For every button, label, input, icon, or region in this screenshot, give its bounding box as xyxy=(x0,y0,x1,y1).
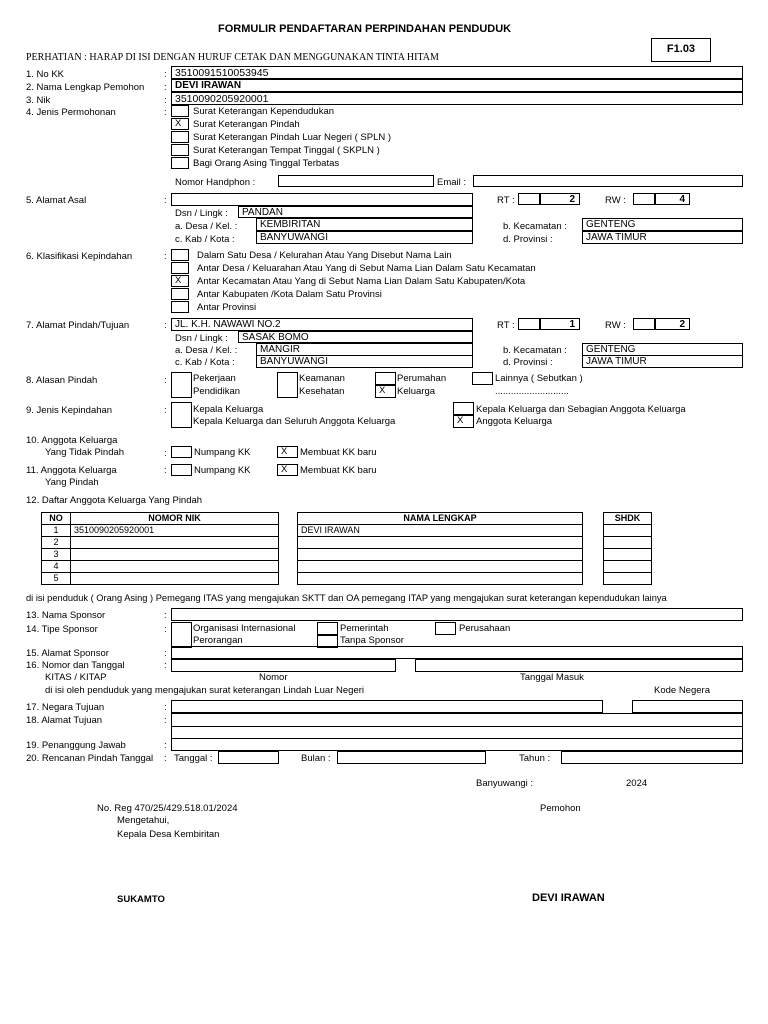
desa-asal-field[interactable]: KEMBIRITAN xyxy=(256,218,473,231)
sponsor-checkbox-left[interactable] xyxy=(171,622,192,648)
rencana-tahun-field[interactable] xyxy=(561,751,743,764)
penanggung-field[interactable] xyxy=(171,738,743,751)
sep: : xyxy=(164,715,167,726)
alasan-label: 8. Alasan Pindah xyxy=(26,375,98,386)
desa-asal-label: a. Desa / Kel. : xyxy=(175,221,238,232)
table-row xyxy=(298,537,583,549)
jenis-option-2: Surat Keterangan Pindah xyxy=(193,119,300,130)
row-no: 2 xyxy=(42,537,71,549)
alasan-pendidikan: Pendidikan xyxy=(193,386,241,397)
rw-asal-label: RW : xyxy=(605,195,626,206)
rw-tujuan-box-1[interactable] xyxy=(633,318,655,330)
alasan-keluarga: Keluarga xyxy=(397,386,436,397)
nomor-tanggal-label: 16. Nomor dan Tanggal xyxy=(26,660,125,671)
klasifikasi-label: 6. Klasifikasi Kepindahan xyxy=(26,251,133,262)
jenis-option-4: Surat Keterangan Tempat Tinggal ( SKPLN ) xyxy=(193,145,380,156)
jenis-option-1: Surat Keterangan Kependudukan xyxy=(193,106,335,117)
rw-asal-field[interactable]: 4 xyxy=(655,193,690,205)
no-kk-label: 1. No KK xyxy=(26,69,65,80)
klasifikasi-option-2: Antar Desa / Keluarahan Atau Yang di Sebut Nama Lian Dalam Satu Kecamatan xyxy=(197,263,536,274)
row-no: 1 xyxy=(42,525,71,537)
negara-tujuan-label: 17. Negara Tujuan xyxy=(26,702,105,713)
email-label: Email : xyxy=(437,177,467,188)
rencana-tanggal-field[interactable] xyxy=(218,751,279,764)
row-no: 4 xyxy=(42,561,71,573)
prov-tujuan-label: d. Provinsi : xyxy=(503,357,553,368)
kec-tujuan-label: b. Kecamatan : xyxy=(503,345,567,356)
table-row xyxy=(604,537,652,549)
sep: : xyxy=(164,82,167,93)
rencana-tanggal-label: Tanggal : xyxy=(174,753,213,764)
rt-asal-box-1[interactable] xyxy=(518,193,540,205)
sponsor-pemerintah: Pemerintah xyxy=(340,623,389,634)
klasifikasi-checkbox-5[interactable] xyxy=(171,301,189,313)
table-row xyxy=(298,549,583,561)
klasifikasi-option-5: Antar Provinsi xyxy=(197,302,257,313)
col-shdk-header: SHDK xyxy=(604,513,652,525)
footer-tahun: 2024 xyxy=(626,778,648,789)
nik-table xyxy=(41,512,279,585)
sep: : xyxy=(164,195,167,206)
jenis-permohonan-label: 4. Jenis Permohonan xyxy=(26,107,116,118)
row-shdk[interactable] xyxy=(604,573,652,585)
sponsor-alamat-label: 15. Alamat Sponsor xyxy=(26,648,109,659)
sep: : xyxy=(164,753,167,764)
footer-kepala-desa: Kepala Desa Kembiritan xyxy=(117,829,220,840)
table-row xyxy=(298,573,583,585)
kepindahan-checkbox-4[interactable]: X xyxy=(453,415,474,428)
row-shdk[interactable] xyxy=(604,525,652,537)
sep: : xyxy=(164,375,167,386)
table-row xyxy=(604,561,652,573)
table-row xyxy=(42,537,279,549)
sponsor-perusahaan: Perusahaan xyxy=(459,623,511,634)
klasifikasi-option-1: Dalam Satu Desa / Kelurahan Atau Yang Disebut Nama Lain xyxy=(197,250,452,261)
rt-tujuan-field[interactable]: 1 xyxy=(540,318,580,330)
alamat-tujuan-ln-label: 18. Alamat Tujuan xyxy=(26,715,103,726)
row-shdk[interactable] xyxy=(604,561,652,573)
nama-table xyxy=(297,512,583,585)
alasan-keamanan: Keamanan xyxy=(299,373,345,384)
kab-asal-field[interactable]: BANYUWANGI xyxy=(256,231,473,244)
nik-field[interactable]: 3510090205920001 xyxy=(171,92,743,105)
sep: : xyxy=(164,624,167,635)
sponsor-alamat-field[interactable] xyxy=(171,646,743,659)
sep: : xyxy=(164,610,167,621)
kitas-nomor-label: Nomor xyxy=(259,672,288,683)
sponsor-nama-label: 13. Nama Sponsor xyxy=(26,610,106,621)
rt-asal-field[interactable]: 2 xyxy=(540,193,580,205)
daftar-label: 12. Daftar Anggota Keluarga Yang Pindah xyxy=(26,495,203,506)
sep: : xyxy=(164,660,167,671)
ln-note: di isi oleh penduduk yang mengajukan surat keterangan Lindah Luar Negeri xyxy=(45,685,364,696)
table-row xyxy=(42,549,279,561)
no-kk-field[interactable]: 3510091510053945 xyxy=(171,66,743,79)
sponsor-tanpa: Tanpa Sponsor xyxy=(340,635,404,646)
row-nama[interactable]: DEVI IRAWAN xyxy=(298,525,583,537)
sep: : xyxy=(164,648,167,659)
alamat-tujuan-label: 7. Alamat Pindah/Tujuan xyxy=(26,320,130,331)
alasan-lainnya: Lainnya ( Sebutkan ) xyxy=(495,373,583,384)
tidak-pindah-numpang: Numpang KK xyxy=(194,447,251,458)
sep: : xyxy=(164,405,167,416)
sponsor-checkbox-perusahaan[interactable] xyxy=(435,622,456,635)
sep: : xyxy=(164,320,167,331)
kec-tujuan-field[interactable]: GENTENG xyxy=(582,343,743,356)
form-code-box: F1.03 xyxy=(651,38,711,62)
anggota-tidak-pindah-label-1: 10. Anggota Keluarga xyxy=(26,435,118,446)
kab-tujuan-field[interactable]: BANYUWANGI xyxy=(256,355,473,368)
anggota-tidak-pindah-label-2: Yang Tidak Pindah xyxy=(45,447,125,458)
jenis-option-3: Surat Keterangan Pindah Luar Negeri ( SPLN ) xyxy=(193,132,392,143)
klasifikasi-checkbox-1[interactable] xyxy=(171,249,189,261)
col-nik-header: NOMOR NIK xyxy=(71,513,279,525)
dsn-asal-field[interactable]: PANDAN xyxy=(238,206,473,218)
rencana-tahun-label: Tahun : xyxy=(519,753,551,764)
kepindahan-opt-1: Kepala Keluarga xyxy=(193,404,264,415)
row-nama[interactable] xyxy=(298,561,583,573)
kepindahan-opt-2: Kepala Keluarga dan Seluruh Anggota Keluarga xyxy=(193,416,396,427)
alamat-asal-field[interactable] xyxy=(171,193,473,206)
col-no-header: NO xyxy=(42,513,71,525)
prov-tujuan-field[interactable]: JAWA TIMUR xyxy=(582,355,743,368)
alasan-kesehatan: Kesehatan xyxy=(299,386,345,397)
sep: : xyxy=(164,251,167,262)
row-nik[interactable]: 3510090205920001 xyxy=(71,525,279,537)
sep: : xyxy=(164,107,167,118)
penanggung-label: 19. Penanggung Jawab xyxy=(26,740,126,751)
pindah-numpang: Numpang KK xyxy=(194,465,251,476)
sep: : xyxy=(164,465,167,476)
alasan-checkbox-perumahan[interactable] xyxy=(375,372,396,385)
prov-asal-label: d. Provinsi : xyxy=(503,234,553,245)
kab-asal-label: c. Kab / Kota : xyxy=(175,234,235,245)
sep: : xyxy=(164,95,167,106)
row-nik[interactable] xyxy=(71,549,279,561)
handphone-field[interactable] xyxy=(278,175,434,187)
jenis-checkbox-1[interactable] xyxy=(171,105,189,117)
notice-text: PERHATIAN : HARAP DI ISI DENGAN HURUF CETAK DAN MENGGUNAKAN TINTA HITAM xyxy=(26,52,439,63)
anggota-pindah-label-2: Yang Pindah xyxy=(45,477,99,488)
row-nik[interactable] xyxy=(71,537,279,549)
kec-asal-label: b. Kecamatan : xyxy=(503,221,567,232)
alasan-lainnya-dots: ............................ xyxy=(495,386,569,397)
kitas-tanggal-field[interactable] xyxy=(415,659,743,672)
kepindahan-checkbox-left[interactable] xyxy=(171,402,192,428)
email-field[interactable] xyxy=(473,175,743,187)
jenis-checkbox-2[interactable]: X xyxy=(171,118,189,130)
pindah-baru-checkbox[interactable]: X xyxy=(277,464,298,476)
nama-field[interactable]: DEVI IRAWAN xyxy=(171,79,743,92)
jenis-kepindahan-label: 9. Jenis Kepindahan xyxy=(26,405,113,416)
kitas-label: KITAS / KITAP xyxy=(45,672,107,683)
footer-pemohon: Pemohon xyxy=(540,803,581,814)
klasifikasi-option-4: Antar Kabupaten /Kota Dalam Satu Provinsi xyxy=(197,289,382,300)
rencana-bulan-field[interactable] xyxy=(337,751,486,764)
sep: : xyxy=(164,740,167,751)
kepindahan-checkbox-3[interactable] xyxy=(453,402,474,415)
rt-tujuan-box-1[interactable] xyxy=(518,318,540,330)
alasan-checkbox-pekerjaan[interactable] xyxy=(171,372,192,398)
handphone-label: Nomor Handphon : xyxy=(175,177,256,188)
rw-asal-box-1[interactable] xyxy=(633,193,655,205)
asing-note: di isi penduduk ( Orang Asing ) Pemegang ITAS yang mengajukan SKTT dan OA pemegang ITAP yang mengajukan surat keterangan kependudukan lainya xyxy=(26,593,667,603)
nama-label: 2. Nama Lengkap Pemohon xyxy=(26,82,145,93)
row-nik[interactable] xyxy=(71,573,279,585)
pindah-numpang-checkbox[interactable] xyxy=(171,464,192,476)
row-shdk[interactable] xyxy=(604,549,652,561)
alasan-pekerjaan: Pekerjaan xyxy=(193,373,236,384)
alasan-checkbox-keluarga[interactable]: X xyxy=(375,385,396,398)
sponsor-tipe-label: 14. Tipe Sponsor xyxy=(26,624,98,635)
klasifikasi-checkbox-3[interactable]: X xyxy=(171,275,189,287)
kepindahan-opt-4: Anggota Keluarga xyxy=(476,416,553,427)
table-row xyxy=(42,525,279,537)
table-row xyxy=(604,549,652,561)
footer-kota: Banyuwangi : xyxy=(476,778,534,789)
footer-noreg: No. Reg 470/25/429.518.01/2024 xyxy=(97,803,238,814)
col-nama-header: NAMA LENGKAP xyxy=(298,513,583,525)
alasan-perumahan: Perumahan xyxy=(397,373,447,384)
klasifikasi-checkbox-2[interactable] xyxy=(171,262,189,274)
tidak-pindah-baru-checkbox[interactable]: X xyxy=(277,446,298,458)
negara-tujuan-field[interactable] xyxy=(171,700,603,713)
footer-mengetahui: Mengetahui, xyxy=(117,815,170,826)
sponsor-nama-field[interactable] xyxy=(171,608,743,621)
alamat-tujuan-field[interactable]: JL. K.H. NAWAWI NO.2 xyxy=(171,318,473,331)
nik-label: 3. Nik xyxy=(26,95,51,106)
jenis-checkbox-3[interactable] xyxy=(171,131,189,143)
jenis-checkbox-4[interactable] xyxy=(171,144,189,156)
sponsor-perorangan: Perorangan xyxy=(193,635,243,646)
desa-tujuan-label: a. Desa / Kel. : xyxy=(175,345,238,356)
rw-tujuan-label: RW : xyxy=(605,320,626,331)
kepindahan-opt-3: Kepala Keluarga dan Sebagian Anggota Keluarga xyxy=(476,404,686,415)
prov-asal-field[interactable]: JAWA TIMUR xyxy=(582,231,743,244)
alamat-tujuan-ln-divider xyxy=(171,726,743,727)
table-row xyxy=(42,561,279,573)
dsn-asal-label: Dsn / Lingk : xyxy=(175,208,228,219)
alasan-checkbox-keamanan[interactable] xyxy=(277,372,298,398)
tidak-pindah-numpang-checkbox[interactable] xyxy=(171,446,192,458)
tidak-pindah-baru: Membuat KK baru xyxy=(300,447,377,458)
sep: : xyxy=(164,448,167,459)
dsn-tujuan-label: Dsn / Lingk : xyxy=(175,333,228,344)
rt-asal-label: RT : xyxy=(497,195,515,206)
row-no: 3 xyxy=(42,549,71,561)
table-row xyxy=(298,561,583,573)
sponsor-org-int: Organisasi Internasional xyxy=(193,623,296,634)
table-row xyxy=(298,525,583,537)
row-nik[interactable] xyxy=(71,561,279,573)
rencana-bulan-label: Bulan : xyxy=(301,753,331,764)
pindah-baru: Membuat KK baru xyxy=(300,465,377,476)
rencana-label: 20. Rencanan Pindah Tanggal xyxy=(26,753,154,764)
row-nama[interactable] xyxy=(298,537,583,549)
klasifikasi-checkbox-4[interactable] xyxy=(171,288,189,300)
kitas-tgl-masuk-label: Tanggal Masuk xyxy=(520,672,584,683)
alasan-checkbox-lainnya[interactable] xyxy=(472,372,493,385)
jenis-checkbox-5[interactable] xyxy=(171,157,189,169)
kec-asal-field[interactable]: GENTENG xyxy=(582,218,743,231)
klasifikasi-option-3: Antar Kecamatan Atau Yang di Sebut Nama Lian Dalam Satu Kabupaten/Kota xyxy=(197,276,526,287)
rw-tujuan-field[interactable]: 2 xyxy=(655,318,690,330)
alamat-asal-label: 5. Alamat Asal xyxy=(26,195,87,206)
shdk-table xyxy=(603,512,652,585)
row-shdk[interactable] xyxy=(604,537,652,549)
signature-pemohon: DEVI IRAWAN xyxy=(532,892,605,904)
signature-kades: SUKAMTO xyxy=(117,894,165,905)
kab-tujuan-label: c. Kab / Kota : xyxy=(175,357,235,368)
form-title: FORMULIR PENDAFTARAN PERPINDAHAN PENDUDUK xyxy=(218,23,512,35)
dsn-tujuan-field[interactable]: SASAK BOMO xyxy=(238,331,473,343)
desa-tujuan-field[interactable]: MANGIR xyxy=(256,343,473,356)
kitas-nomor-field[interactable] xyxy=(171,659,396,672)
table-row xyxy=(604,573,652,585)
sponsor-checkbox-pemerintah[interactable] xyxy=(317,622,338,635)
kode-negara-field[interactable] xyxy=(632,700,743,713)
kode-negara-label: Kode Negera xyxy=(654,685,710,696)
row-nama[interactable] xyxy=(298,573,583,585)
row-no: 5 xyxy=(42,573,71,585)
rt-tujuan-label: RT : xyxy=(497,320,515,331)
row-nama[interactable] xyxy=(298,549,583,561)
anggota-pindah-label-1: 11. Anggota Keluarga xyxy=(26,465,117,476)
table-row xyxy=(604,525,652,537)
table-row xyxy=(42,573,279,585)
sep: : xyxy=(164,702,167,713)
jenis-option-5: Bagi Orang Asing Tinggal Terbatas xyxy=(193,158,340,169)
sep: : xyxy=(164,69,167,80)
